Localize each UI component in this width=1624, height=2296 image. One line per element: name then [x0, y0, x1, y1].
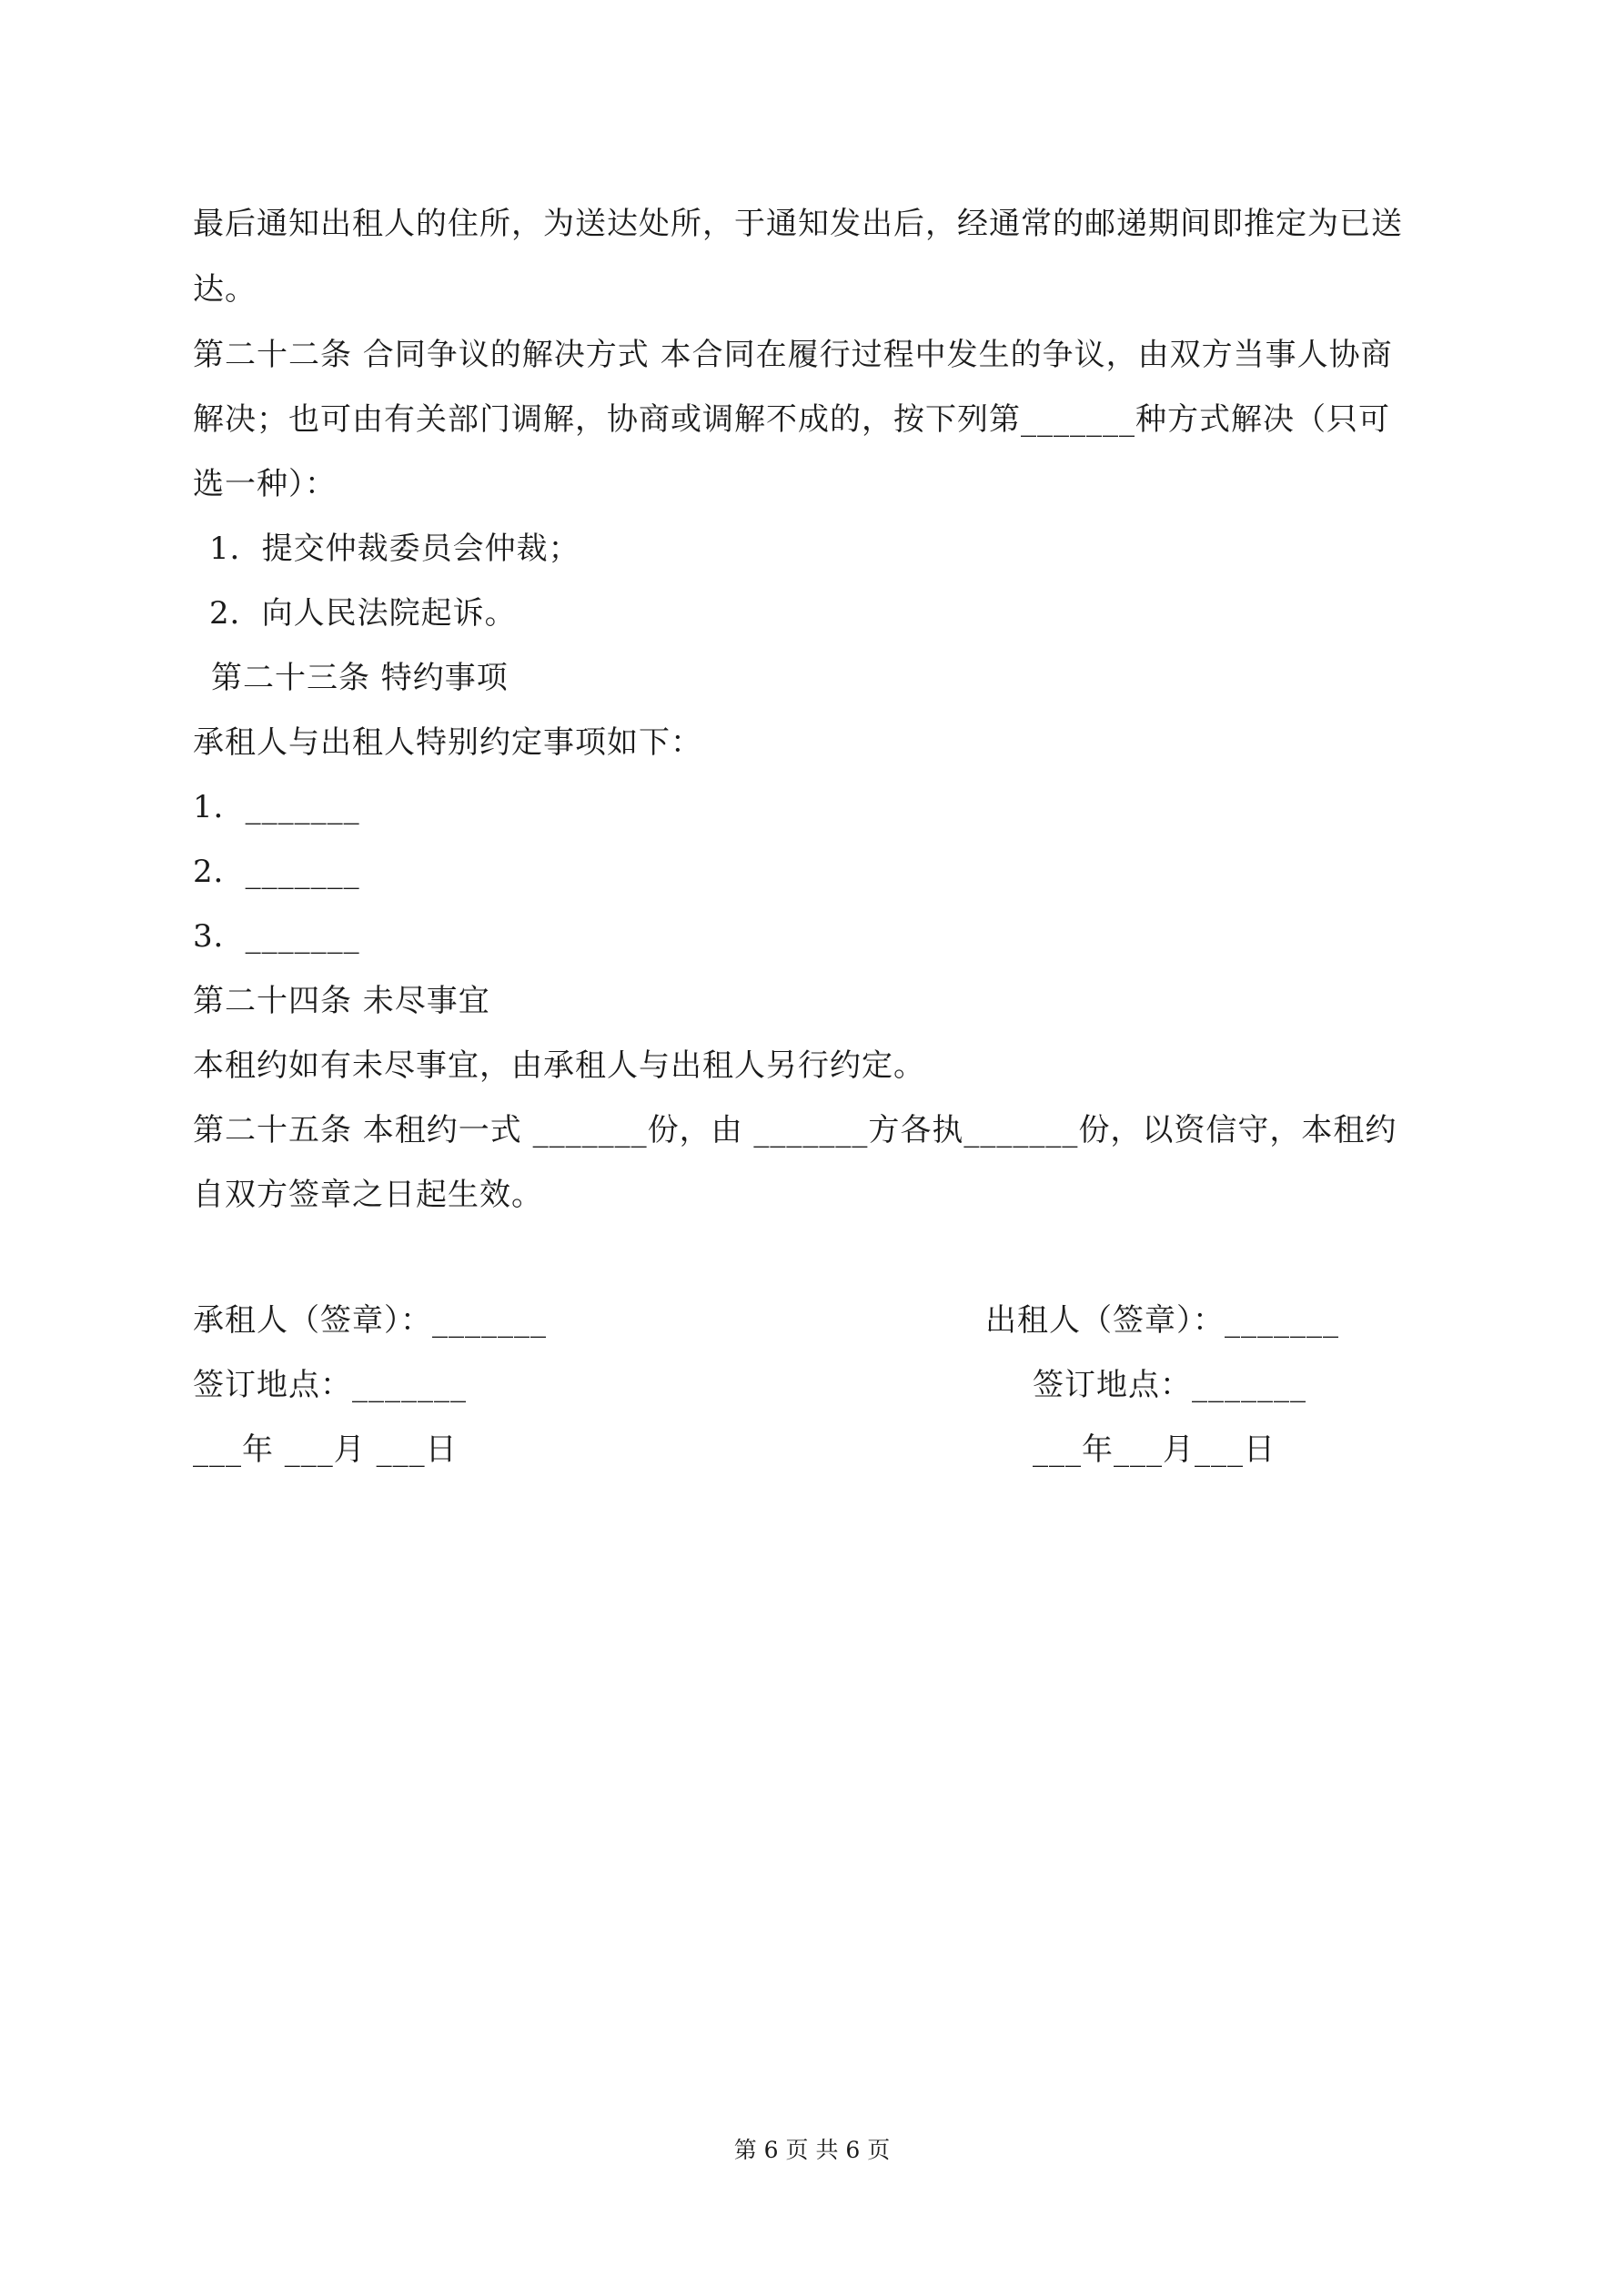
list-item: 1．提交仲裁委员会仲裁；: [209, 531, 580, 567]
article-25-heading: 第二十五条 本租约一式 _______份，由 _______方各执_______份，以资信守，本租约: [193, 1112, 1397, 1148]
body-line: 本租约如有未尽事宜，由承租人与出租人另行约定。: [193, 1047, 925, 1084]
body-line: 承租人与出租人特别约定事项如下：: [193, 724, 702, 761]
lessor-signing-date: ___年___月___日: [1033, 1431, 1276, 1468]
article-24-heading: 第二十四条 未尽事宜: [193, 983, 490, 1019]
body-line: 选一种）：: [193, 466, 337, 502]
lessee-signature: 承租人（签章）：_______: [193, 1302, 547, 1339]
lessor-signature: 出租人（签章）：_______: [985, 1302, 1339, 1339]
list-item: 1．_______: [193, 789, 360, 825]
page-number: 第 6 页 共 6 页: [733, 2137, 891, 2163]
article-23-heading: 第二十三条 特约事项: [211, 660, 509, 696]
body-line: 达。: [193, 271, 257, 308]
list-item: 2．向人民法院起诉。: [209, 595, 517, 632]
body-line: 最后通知出租人的住所，为送达处所，于通知发出后，经通常的邮递期间即推定为已送: [193, 206, 1403, 242]
body-line: 解决；也可由有关部门调解，协商或调解不成的，按下列第_______种方式解决（只可: [193, 401, 1390, 438]
list-item: 2．_______: [193, 854, 360, 890]
lessee-signing-place: 签订地点：_______: [193, 1367, 467, 1403]
article-22-heading: 第二十二条 合同争议的解决方式 本合同在履行过程中发生的争议，由双方当事人协商: [193, 337, 1393, 373]
lessee-signing-date: ___年 ___月 ___日: [193, 1431, 458, 1468]
body-line: 自双方签章之日起生效。: [193, 1177, 543, 1213]
list-item: 3．_______: [193, 918, 360, 955]
lessor-signing-place: 签订地点：_______: [1033, 1367, 1306, 1403]
